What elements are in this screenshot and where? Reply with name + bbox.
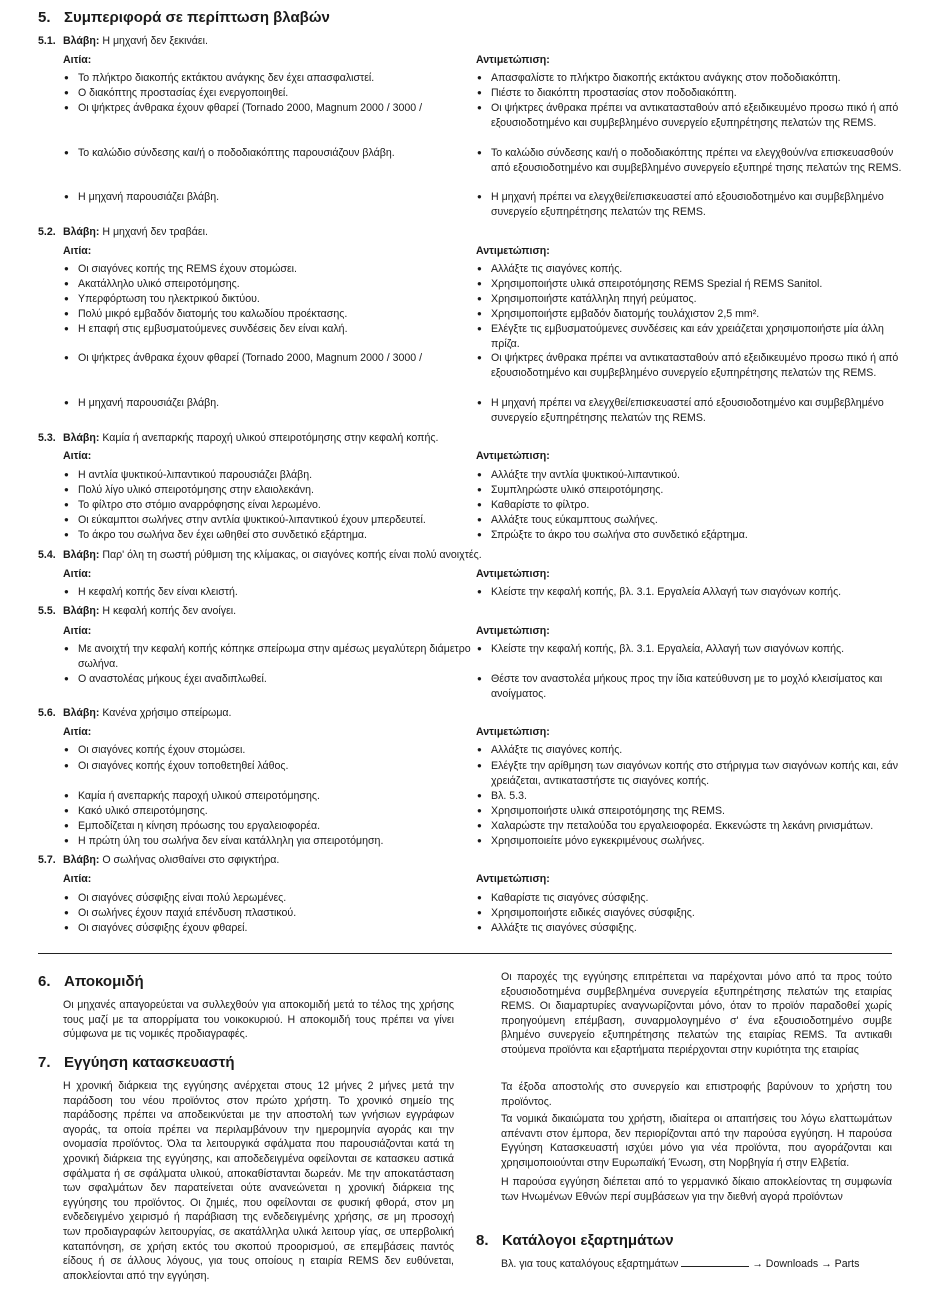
remedy-item: ● Ελέγξτε την αρίθμηση των σιαγόνων κοπής στο στήριγμα των σιαγόνων κοπής και, εάν χρειάζεται, αντικαταστήστε τις σιαγόνες κοπής.	[476, 759, 909, 788]
fault-number: 5.4.	[38, 549, 56, 561]
section-title: Αποκομιδή	[64, 973, 144, 990]
fault-word: Βλάβη:	[63, 605, 100, 617]
cause-item: ● Εμποδίζεται η κίνηση πρόωσης του εργαλειοφορέα.	[63, 819, 473, 834]
fault-number: 5.3.	[38, 432, 56, 444]
blank-line	[681, 1256, 749, 1267]
parts-text-post: → Downloads → Parts	[752, 1258, 860, 1270]
warranty-text-right-4: Η παρούσα εγγύηση διέπεται από το γερμανικό δίκαιο αποκλείοντας τη συμφωνία των Ηνωμένων Εθνών περί συμβάσεων για την διεθνή αγορά προϊόντων	[501, 1176, 892, 1203]
fault-heading	[38, 853, 918, 868]
remedy-label: Αντιμετώπιση:	[476, 625, 550, 637]
cause-item: ● Καμία ή ανεπαρκής παροχή υλικού σπειροτόμησης.	[63, 789, 473, 804]
cause-item: ● Υπερφόρτωση του ηλεκτρικού δικτύου.	[63, 292, 473, 307]
remedy-label: Αντιμετώπιση:	[476, 450, 550, 462]
fault-text: Ο σωλήνας ολισθαίνει στο σφιγκτήρα.	[102, 854, 280, 866]
section-6-heading	[38, 973, 144, 991]
fault-heading	[38, 548, 918, 563]
remedy-item: ● Χρησιμοποιήστε εμβαδόν διατομής τουλάχιστον 2,5 mm².	[476, 307, 909, 322]
cause-item: ● Οι σιαγόνες κοπής έχουν τοποθετηθεί λάθος.	[63, 759, 473, 774]
cause-item: ● Το πλήκτρο διακοπής εκτάκτου ανάγκης δεν έχει απασφαλιστεί.	[63, 71, 473, 86]
section-number: 5.	[38, 9, 51, 26]
cause-item: ● Η κεφαλή κοπής δεν είναι κλειστή.	[63, 585, 473, 600]
remedy-item: ● Οι ψήκτρες άνθρακα πρέπει να αντικατασταθούν από εξειδικευμένο προσω πικό ή από εξουσιοδοτημένο και συμβεβλημένο συνεργείο εξυπηρέτησης πελατών της REMS.	[476, 351, 909, 380]
section-title: Εγγύηση κατασκευαστή	[64, 1054, 235, 1071]
remedy-item: ● Συμπληρώστε υλικό σπειροτόμησης.	[476, 483, 909, 498]
fault-text: Η μηχανή δεν ξεκινάει.	[102, 35, 208, 47]
section-number: 7.	[38, 1054, 51, 1071]
remedy-label: Αντιμετώπιση:	[476, 726, 550, 738]
remedy-label: Αντιμετώπιση:	[476, 568, 550, 580]
remedy-item: ● Καθαρίστε το φίλτρο.	[476, 498, 909, 513]
divider	[38, 953, 892, 954]
cause-item: ● Οι σιαγόνες κοπής της REMS έχουν στομώσει.	[63, 262, 473, 277]
section-title: Κατάλογοι εξαρτημάτων	[502, 1232, 674, 1249]
fault-word: Βλάβη:	[63, 226, 100, 238]
section-number: 8.	[476, 1232, 489, 1249]
cause-item: ● Η επαφή στις εμβυσματούμενες συνδέσεις δεν είναι καλή.	[63, 322, 473, 337]
remedy-item: ● Χρησιμοποιήστε υλικά σπειροτόμησης REMS Spezial ή REMS Sanitol.	[476, 277, 909, 292]
parts-text-pre: Βλ. για τους καταλόγους εξαρτημάτων	[501, 1258, 679, 1270]
fault-heading	[38, 604, 918, 619]
section-8-heading	[476, 1232, 674, 1250]
cause-label: Αιτία:	[63, 245, 92, 257]
remedy-item: ● Αλλάξτε τους εύκαμπτους σωλήνες.	[476, 513, 909, 528]
cause-item: ● Πολύ λίγο υλικό σπειροτόμησης στην ελαιολεκάνη.	[63, 483, 473, 498]
section-5-heading	[38, 9, 330, 27]
fault-heading	[38, 34, 918, 49]
fault-number: 5.5.	[38, 605, 56, 617]
fault-text: Κανένα χρήσιμο σπείρωμα.	[102, 707, 232, 719]
remedy-item: ● Αλλάξτε τις σιαγόνες κοπής.	[476, 262, 909, 277]
remedy-label: Αντιμετώπιση:	[476, 245, 550, 257]
fault-number: 5.6.	[38, 707, 56, 719]
fault-number: 5.1.	[38, 35, 56, 47]
cause-label: Αιτία:	[63, 54, 92, 66]
cause-item: ● Οι ψήκτρες άνθρακα έχουν φθαρεί (Tornado 2000, Magnum 2000 / 3000 /	[63, 351, 473, 366]
cause-item: ● Η αντλία ψυκτικού-λιπαντικού παρουσιάζει βλάβη.	[63, 468, 473, 483]
remedy-item: ● Βλ. 5.3.	[476, 789, 909, 804]
cause-item: ● Ο διακόπτης προστασίας έχει ενεργοποιηθεί.	[63, 86, 473, 101]
fault-word: Βλάβη:	[63, 549, 100, 561]
cause-item: ● Το καλώδιο σύνδεσης και/ή ο ποδοδιακόπτης παρουσιάζουν βλάβη.	[63, 146, 473, 161]
cause-item: ● Οι ψήκτρες άνθρακα έχουν φθαρεί (Tornado 2000, Magnum 2000 / 3000 /	[63, 101, 473, 116]
remedy-label: Αντιμετώπιση:	[476, 873, 550, 885]
cause-item: ● Ο αναστολέας μήκους έχει αναδιπλωθεί.	[63, 672, 473, 687]
cause-item: ● Οι εύκαμπτοι σωλήνες στην αντλία ψυκτικού-λιπαντικού έχουν μπερδευτεί.	[63, 513, 473, 528]
warranty-text-right-3: Τα νομικά δικαιώματα του χρήστη, ιδιαίτερα οι απαιτήσεις του λόγω ελαττωμάτων απέναντι στον έμπορα, δεν περιορίζονται από την παρούσα εγγύηση. Η παρούσα Εγγύηση Κατασκευαστή ισχύει μόνο για νέα προϊόντα, που αγοράζονται και χρησιμοποιούνται στην Ευρωπαϊκή Ένωση, στη Νορβηγία ή στην Ελβετία.	[501, 1113, 892, 1169]
cause-item: ● Το φίλτρο στο στόμιο αναρρόφησης είναι λερωμένο.	[63, 498, 473, 513]
fault-text: Παρ' όλη τη σωστή ρύθμιση της κλίμακας, οι σιαγόνες κοπής είναι πολύ ανοιχτές.	[102, 549, 482, 561]
section-number: 6.	[38, 973, 51, 990]
remedy-item: ● Χρησιμοποιήστε ειδικές σιαγόνες σύσφιξης.	[476, 906, 909, 921]
parts-list-text	[501, 1256, 901, 1272]
fault-heading	[38, 225, 918, 240]
cause-item: ● Οι σιαγόνες κοπής έχουν στομώσει.	[63, 743, 473, 758]
cause-item: ● Οι σωλήνες έχουν παχιά επένδυση πλαστικού.	[63, 906, 473, 921]
cause-item: ● Πολύ μικρό εμβαδόν διατομής του καλωδίου προέκτασης.	[63, 307, 473, 322]
cause-item: ● Ακατάλληλο υλικό σπειροτόμησης.	[63, 277, 473, 292]
remedy-item: ● Χρησιμοποιήστε κατάλληλη πηγή ρεύματος.	[476, 292, 909, 307]
cause-item: ● Το άκρο του σωλήνα δεν έχει ωθηθεί στο συνδετικό εξάρτημα.	[63, 528, 473, 543]
disposal-text: Οι μηχανές απαγορεύεται να συλλεχθούν για αποκομιδή μετά το τέλος της χρήσης τους μαζί με τα απορρίματα του νοικοκυριού. Η αποκομιδή τους πρέπει να γίνει σύμφωνα με τις νομικές προδιαγραφές.	[63, 999, 454, 1041]
remedy-item: ● Το καλώδιο σύνδεσης και/ή ο ποδοδιακόπτης πρέπει να ελεγχθούν/να επισκευασθούν από εξουσιοδοτημένο και συμβεβλημένο συνεργείο εξυπηρέ τησης πελατών της REMS.	[476, 146, 909, 175]
cause-item: ● Με ανοιχτή την κεφαλή κοπής κόπηκε σπείρωμα στην αμέσως μεγαλύτερη διάμετρο σωλήνα.	[63, 642, 473, 671]
cause-item: ● Κακό υλικό σπειροτόμησης.	[63, 804, 473, 819]
cause-item: ● Η μηχανή παρουσιάζει βλάβη.	[63, 396, 473, 411]
section-title: Συμπεριφορά σε περίπτωση βλαβών	[64, 9, 330, 26]
remedy-item: ● Οι ψήκτρες άνθρακα πρέπει να αντικατασταθούν από εξειδικευμένο προσω πικό ή από εξουσιοδοτημένο και συμβεβλημένο συνεργείο εξυπηρέτησης πελατών της REMS.	[476, 101, 909, 130]
cause-label: Αιτία:	[63, 625, 92, 637]
cause-label: Αιτία:	[63, 450, 92, 462]
fault-text: Η κεφαλή κοπής δεν ανοίγει.	[102, 605, 237, 617]
cause-label: Αιτία:	[63, 568, 92, 580]
remedy-item: ● Χρησιμοποιήστε υλικά σπειροτόμησης της REMS.	[476, 804, 909, 819]
fault-word: Βλάβη:	[63, 854, 100, 866]
remedy-item: ● Χαλαρώστε την πεταλούδα του εργαλειοφορέα. Εκκενώστε τη λεκάνη ρινισμάτων.	[476, 819, 909, 834]
warranty-text-right-1: Οι παροχές της εγγύησης επιτρέπεται να παρέχονται μόνο από τα προς τούτο εξουσιοδοτημένα συμβεβλημένα συνεργεία εξυπηρέτησης πελατών της εταιρίας REMS. Οι διαμαρτυρίες αναγνωρίζονται μόνο, όταν το προϊόν παραδοθεί χωρίς προηγούμενη επέμβαση, συναρμολογημένο σ' ένα εξουσιοδοτημένο συμβε βλημένο συνεργείο εξυπηρέτησης πελατών της εταιρίας REMS. Τα αντικαθι στούμενα προϊόντα και εξαρτήματα περιέρχονται στην κυριότητα της εταιρίας	[501, 971, 892, 1056]
remedy-item: ● Αλλάξτε την αντλία ψυκτικού-λιπαντικού.	[476, 468, 909, 483]
cause-label: Αιτία:	[63, 726, 92, 738]
warranty-text: Η χρονική διάρκεια της εγγύησης ανέρχεται στους 12 μήνες 2 μήνες μετά την παράδοση του νέου προϊόντος στον πρώτο χρήστη. Το χρονικό σημείο της παράδοσης πρέπει να αποδεικνύεται με την αποστολή των γνήσιων εγγράφων αγοράς, τα οποία πρέπει να περιλαμβάνουν την ημερομηνία αγοράς και την ονομασία προϊόντος. Όλα τα λειτουργικά σφάλματα που παρουσιάζονται κατά τη χρονική διάρκεια της εγγύησης, και αποδεδειγμένα οφείλονται σε κατασκευ αστικά σφάλματα ή σε σφάλματα υλικού, αποκαθίστανται δωρεάν. Με την αποκατάσταση των σφαλμάτων δεν παρατείνεται ούτε ανανεώνεται η χρονική διάρκεια της εγγύησης του προϊόντος. Οι ζημιές, που οφείλονται σε φυσική φθορά, στον μη ενδεδειγμένο χειρισμό ή παράβιαση της ενδεδειγμένης χρήσης, σε μη προσοχή των προδιαγραφών λειτουργίας, σε ακατάλληλα υλικά λειτουρ γίας, σε υπερβολική καταπόνηση, σε χρήση εκτός του σκοπού προορισμού, σε επεμβάσεις παντός είδους ή σε άλλους λόγους, για τους οποίους η εταιρία REMS δεν ευθύνεται, αποκλείονται από την εγγύηση.	[63, 1080, 454, 1282]
warranty-text-right-2: Τα έξοδα αποστολής στο συνεργείο και επιστροφής βαρύνουν το χρήστη του προϊόντος.	[501, 1081, 892, 1108]
fault-heading	[38, 706, 918, 721]
remedy-item: ● Πιέστε το διακόπτη προστασίας στον ποδοδιακόπτη.	[476, 86, 909, 101]
cause-item: ● Η μηχανή παρουσιάζει βλάβη.	[63, 190, 473, 205]
remedy-item: ● Χρησιμοποιείτε μόνο εγκεκριμένους σωλήνες.	[476, 834, 909, 849]
remedy-item: ● Αλλάξτε τις σιαγόνες σύσφιξης.	[476, 921, 909, 936]
remedy-item: ● Κλείστε την κεφαλή κοπής, βλ. 3.1. Εργαλεία, Αλλαγή των σιαγόνων κοπής.	[476, 642, 909, 657]
cause-label: Αιτία:	[63, 873, 92, 885]
fault-text: Καμία ή ανεπαρκής παροχή υλικού σπειροτόμησης στην κεφαλή κοπής.	[102, 432, 439, 444]
remedy-item: ● Κλείστε την κεφαλή κοπής, βλ. 3.1. Εργαλεία Αλλαγή των σιαγόνων κοπής.	[476, 585, 909, 600]
remedy-item: ● Ελέγξτε τις εμβυσματούμενες συνδέσεις και εάν χρειάζεται χρησιμοποιήστε μία άλλη πρίζα.	[476, 322, 909, 351]
fault-heading	[38, 431, 918, 446]
cause-item: ● Η πρώτη ύλη του σωλήνα δεν είναι κατάλληλη για σπειροτόμηση.	[63, 834, 473, 849]
fault-number: 5.7.	[38, 854, 56, 866]
fault-word: Βλάβη:	[63, 432, 100, 444]
fault-word: Βλάβη:	[63, 707, 100, 719]
fault-number: 5.2.	[38, 226, 56, 238]
section-7-heading	[38, 1054, 235, 1072]
remedy-item: ● Η μηχανή πρέπει να ελεγχθεί/επισκευαστεί από εξουσιοδοτημένο και συμβεβλημένο συνεργείο εξυπηρέτησης πελατών της REMS.	[476, 190, 909, 219]
remedy-item: ● Θέστε τον αναστολέα μήκους προς την ίδια κατεύθυνση με το μοχλό κλεισίματος και ανοίγματος.	[476, 672, 909, 701]
cause-item: ● Οι σιαγόνες σύσφιξης είναι πολύ λερωμένες.	[63, 891, 473, 906]
remedy-item: ● Η μηχανή πρέπει να ελεγχθεί/επισκευαστεί από εξουσιοδοτημένο και συμβεβλημένο συνεργείο εξυπηρέτησης πελατών της REMS.	[476, 396, 909, 425]
fault-word: Βλάβη:	[63, 35, 100, 47]
fault-text: Η μηχανή δεν τραβάει.	[102, 226, 208, 238]
remedy-label: Αντιμετώπιση:	[476, 54, 550, 66]
remedy-item: ● Απασφαλίστε το πλήκτρο διακοπής εκτάκτου ανάγκης στον ποδοδιακόπτη.	[476, 71, 909, 86]
remedy-item: ● Καθαρίστε τις σιαγόνες σύσφιξης.	[476, 891, 909, 906]
cause-item: ● Οι σιαγόνες σύσφιξης έχουν φθαρεί.	[63, 921, 473, 936]
remedy-item: ● Αλλάξτε τις σιαγόνες κοπής.	[476, 743, 909, 758]
remedy-item: ● Σπρώξτε το άκρο του σωλήνα στο συνδετικό εξάρτημα.	[476, 528, 909, 543]
